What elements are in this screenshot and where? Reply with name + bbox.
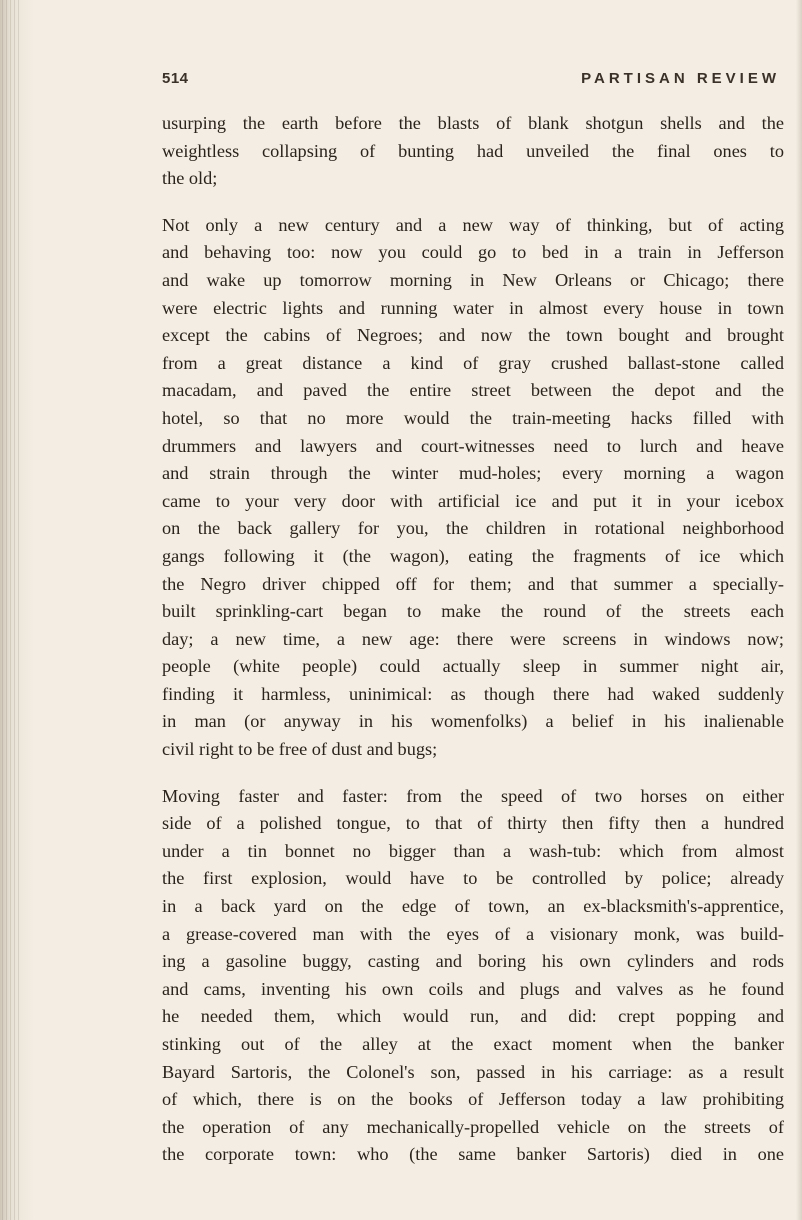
text-line: and strain through the winter mud-holes; every morning a wagon: [162, 463, 784, 484]
text-line: the corporate town: who (the same banker Sartoris) died in one: [162, 1144, 784, 1165]
text-line: hotel, so that no more would the train-meeting hacks filled with: [162, 407, 784, 428]
text-line: weightless collapsing of bunting had unveiled the final ones to: [162, 140, 784, 161]
text-line: built sprinkling-cart began to make the round of the streets each: [162, 601, 784, 622]
text-line: and behaving too: now you could go to bed in a train in Jefferson: [162, 242, 784, 263]
text-line: in man (or anyway in his womenfolks) a belief in his inalienable: [162, 711, 784, 732]
text-line: finding it harmless, uninimical: as though there had waked suddenly: [162, 683, 784, 704]
text-line: gangs following it (the wagon), eating the fragments of ice which: [162, 545, 784, 566]
text-line: of which, there is on the books of Jefferson today a law prohibiting: [162, 1089, 784, 1110]
paragraph: [162, 783, 784, 1169]
text-line: Not only a new century and a new way of thinking, but of acting: [162, 214, 784, 235]
text-line: side of a polished tongue, to that of thirty then fifty then a hundred: [162, 813, 784, 834]
text-line: from a great distance a kind of gray crushed ballast-stone called: [162, 352, 784, 373]
text-line: under a tin bonnet no bigger than a wash-tub: which from almost: [162, 840, 784, 861]
text-line: the first explosion, would have to be controlled by police; already: [162, 868, 784, 889]
book-gutter: [0, 0, 34, 1220]
text-line: civil right to be free of dust and bugs;: [162, 739, 438, 760]
text-line: drummers and lawyers and court-witnesses need to lurch and heave: [162, 435, 784, 456]
text-line: on the back gallery for you, the children in rotational neighborhood: [162, 518, 784, 539]
text-line: Bayard Sartoris, the Colonel's son, passed in his carriage: as a result: [162, 1061, 784, 1082]
text-line: in a back yard on the edge of town, an ex-blacksmith's-apprentice,: [162, 896, 784, 917]
text-line: he needed them, which would run, and did: crept popping and: [162, 1006, 784, 1027]
text-line: except the cabins of Negroes; and now the town bought and brought: [162, 325, 784, 346]
text-line: the operation of any mechanically-propelled vehicle on the streets of: [162, 1116, 784, 1137]
text-line: a grease-covered man with the eyes of a visionary monk, was build-: [162, 923, 784, 944]
text-line: ing a gasoline buggy, casting and boring his own cylinders and rods: [162, 951, 784, 972]
text-line: Moving faster and faster: from the speed of two horses on either: [162, 785, 784, 806]
page-header: [162, 70, 780, 92]
text-line: day; a new time, a new age: there were screens in windows now;: [162, 628, 784, 649]
text-line: were electric lights and running water in almost every house in town: [162, 297, 784, 318]
text-line: people (white people) could actually sleep in summer night air,: [162, 656, 784, 677]
text-line: and cams, inventing his own coils and plugs and valves as he found: [162, 978, 784, 999]
text-line: came to your very door with artificial ice and put it in your icebox: [162, 490, 784, 511]
text-line: usurping the earth before the blasts of blank shotgun shells and the: [162, 113, 784, 133]
paragraph: [162, 212, 784, 764]
paragraph: [162, 110, 784, 193]
paragraph-gap: [162, 193, 784, 212]
gutter-texture: [2, 0, 20, 1220]
text-line: macadam, and paved the entire street between the depot and the: [162, 380, 784, 401]
page-number: 514: [162, 70, 189, 87]
text-line: stinking out of the alley at the exact moment when the banker: [162, 1034, 784, 1054]
page-edge: [796, 0, 802, 1220]
body-text: [162, 110, 784, 1169]
running-head: PARTISAN REVIEW: [581, 70, 780, 87]
text-line: the Negro driver chipped off for them; and that summer a specially-: [162, 573, 784, 594]
paragraph-gap: [162, 764, 784, 783]
text-line: the old;: [162, 168, 218, 189]
text-line: and wake up tomorrow morning in New Orleans or Chicago; there: [162, 269, 784, 290]
